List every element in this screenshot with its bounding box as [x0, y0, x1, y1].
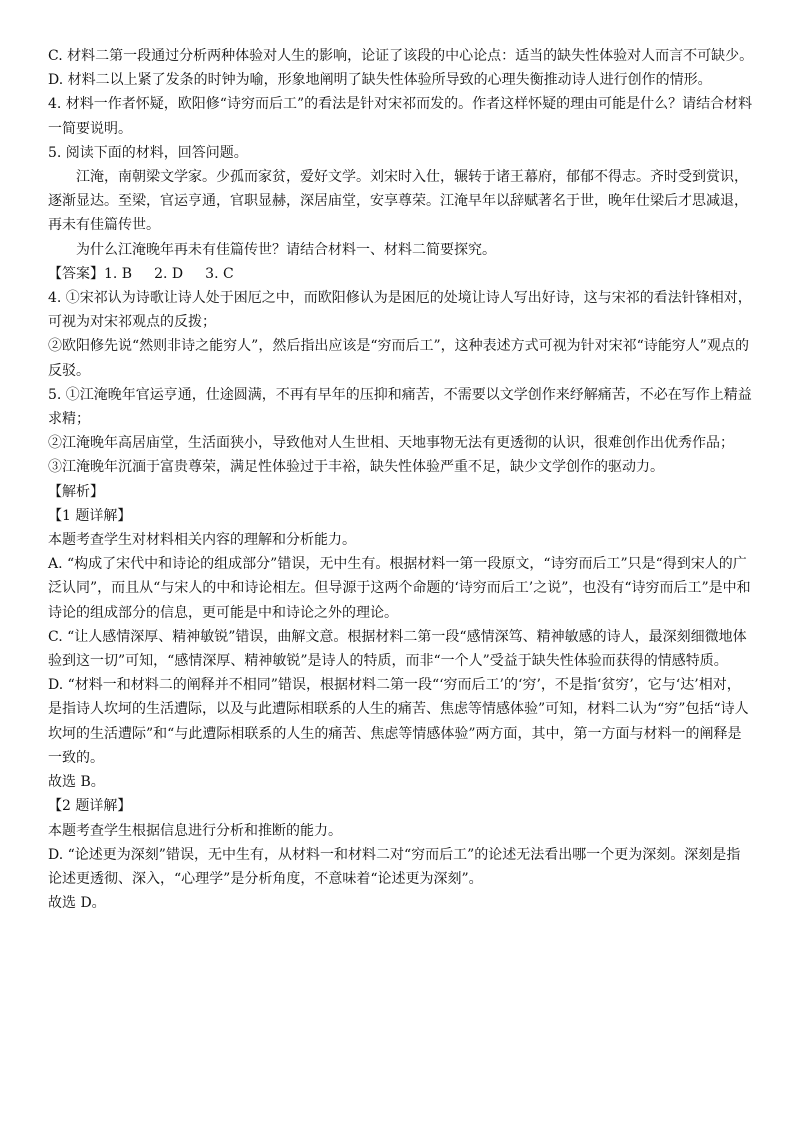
q1-conclusion: 故选 B。 — [48, 774, 105, 791]
answer-2: 2. D — [154, 265, 184, 282]
analysis-label: 【解析】 — [48, 483, 104, 500]
q2-conclusion: 故选 D。 — [48, 895, 106, 912]
answer-3: 3. C — [205, 265, 234, 282]
q1-intro: 本题考查学生对材料相关内容的理解和分析能力。 — [48, 532, 356, 549]
option-d-text: D. 材料二以上紧了发条的时钟为喻，形象地阐明了缺失性体验所导致的心理失衡推动诗人进行创作的情形。 — [48, 72, 712, 89]
q1-detail-label: 【1 题详解】 — [48, 507, 132, 524]
q1-option-d: D. “材料一和材料二的阐释并不相同”错误，根据材料二第一段“‘穷而后工’的‘穷’，不是指‘贫穷’，它与‘达’相对，是指诗人坎坷的生活遭际，以及与此遭际相联系的人生的痛苦、焦虑等情感体验”可知，材料二认为“穷”包括“诗人坎坷的生活遭际”和“与此遭际相联系的人生的痛苦、焦虑等情感体验”两方面，其中，第一方面与材料一的阐释是一致的。 — [48, 677, 749, 766]
question-5: 5. 阅读下面的材料，回答问题。 — [48, 144, 248, 161]
answer-5-point-1: 5. ①江淹晚年官运亨通，仕途圆满，不再有早年的压抑和痛苦，不需要以文学创作来纾解痛苦，不必在写作上精益求精； — [48, 386, 752, 428]
q2-option-d: D. “论述更为深刻”错误，无中生有，从材料一和材料二对“穷而后工”的论述无法看出哪一个更为深刻。深刻是指论述更透彻、深入，“心理学”是分析角度，不意味着“论述更为深刻”。 — [48, 846, 741, 887]
answer-5-point-3: ③江淹晚年沉湎于富贵尊荣，满足性体验过于丰裕，缺失性体验严重不足，缺少文学创作的驱动力。 — [48, 459, 664, 476]
option-c-text: C. 材料二第一段通过分析两种体验对人生的影响，论证了该段的中心论点：适当的缺失性体验对人而言不可缺少。 — [48, 48, 754, 64]
answer-key-line — [48, 262, 754, 286]
passage-jiangyan: 江淹，南朝梁文学家。少孤而家贫，爱好文学。刘宋时入仕，辗转于诸王幕府，郁郁不得志。齐时受到赏识，逐渐显达。至梁，官运亨通，官职显赫，深居庙堂，安享尊荣。江淹早年以辞赋著名于世，晚年仕梁后才思减退，再未有佳篇传世。 — [48, 169, 748, 234]
question-4: 4. 材料一作者怀疑，欧阳修“诗穷而后工”的看法是针对宋祁而发的。作者这样怀疑的理由可能是什么？请结合材料一简要说明。 — [48, 96, 753, 137]
answer-5-point-2: ②江淹晚年高居庙堂，生活面狭小，导致他对人生世相、天地事物无法有更透彻的认识，很难创作出优秀作品； — [48, 435, 734, 452]
answer-label: 【答案】 — [48, 265, 104, 282]
answer-4-point-2: ②欧阳修先说“然则非诗之能穷人”，然后指出应该是“穷而后工”，这种表述方式可视为针对宋祁“诗能穷人”观点的反驳。 — [48, 338, 749, 379]
answer-1: 1. B — [104, 265, 133, 282]
q1-option-c: C. “让人感情深厚、精神敏锐”错误，曲解文意。根据材料二第一段“感情深笃、精神敏感的诗人，最深刻细微地体验到这一切”可知，“感情深厚、精神敏锐”是诗人的特质，而非“一个人”受益于缺失性体验而获得的情感特质。 — [48, 628, 747, 670]
answer-4-point-1: 4. ①宋祁认为诗歌让诗人处于困厄之中，而欧阳修认为是困厄的处境让诗人写出好诗，这与宋祁的看法针锋相对，可视为对宋祁观点的反拨； — [48, 290, 752, 331]
q1-option-a: A. “构成了宋代中和诗论的组成部分”错误，无中生有。根据材料一第一段原文，“诗穷而后工”只是“得到宋人的广泛认同”，而且从“与宋人的中和诗论相左。但导源于这两个命题的‘诗穷而后工’之说”，也没有“诗穷而后工”是中和诗论的组成部分的信息，更可能是中和诗论之外的理论。 — [48, 556, 751, 621]
q2-intro: 本题考查学生根据信息进行分析和推断的能力。 — [48, 822, 342, 839]
document-page — [48, 44, 754, 915]
q2-detail-label: 【2 题详解】 — [48, 798, 132, 815]
question-5-prompt: 为什么江淹晚年再未有佳篇传世？请结合材料一、材料二简要探究。 — [76, 241, 496, 258]
